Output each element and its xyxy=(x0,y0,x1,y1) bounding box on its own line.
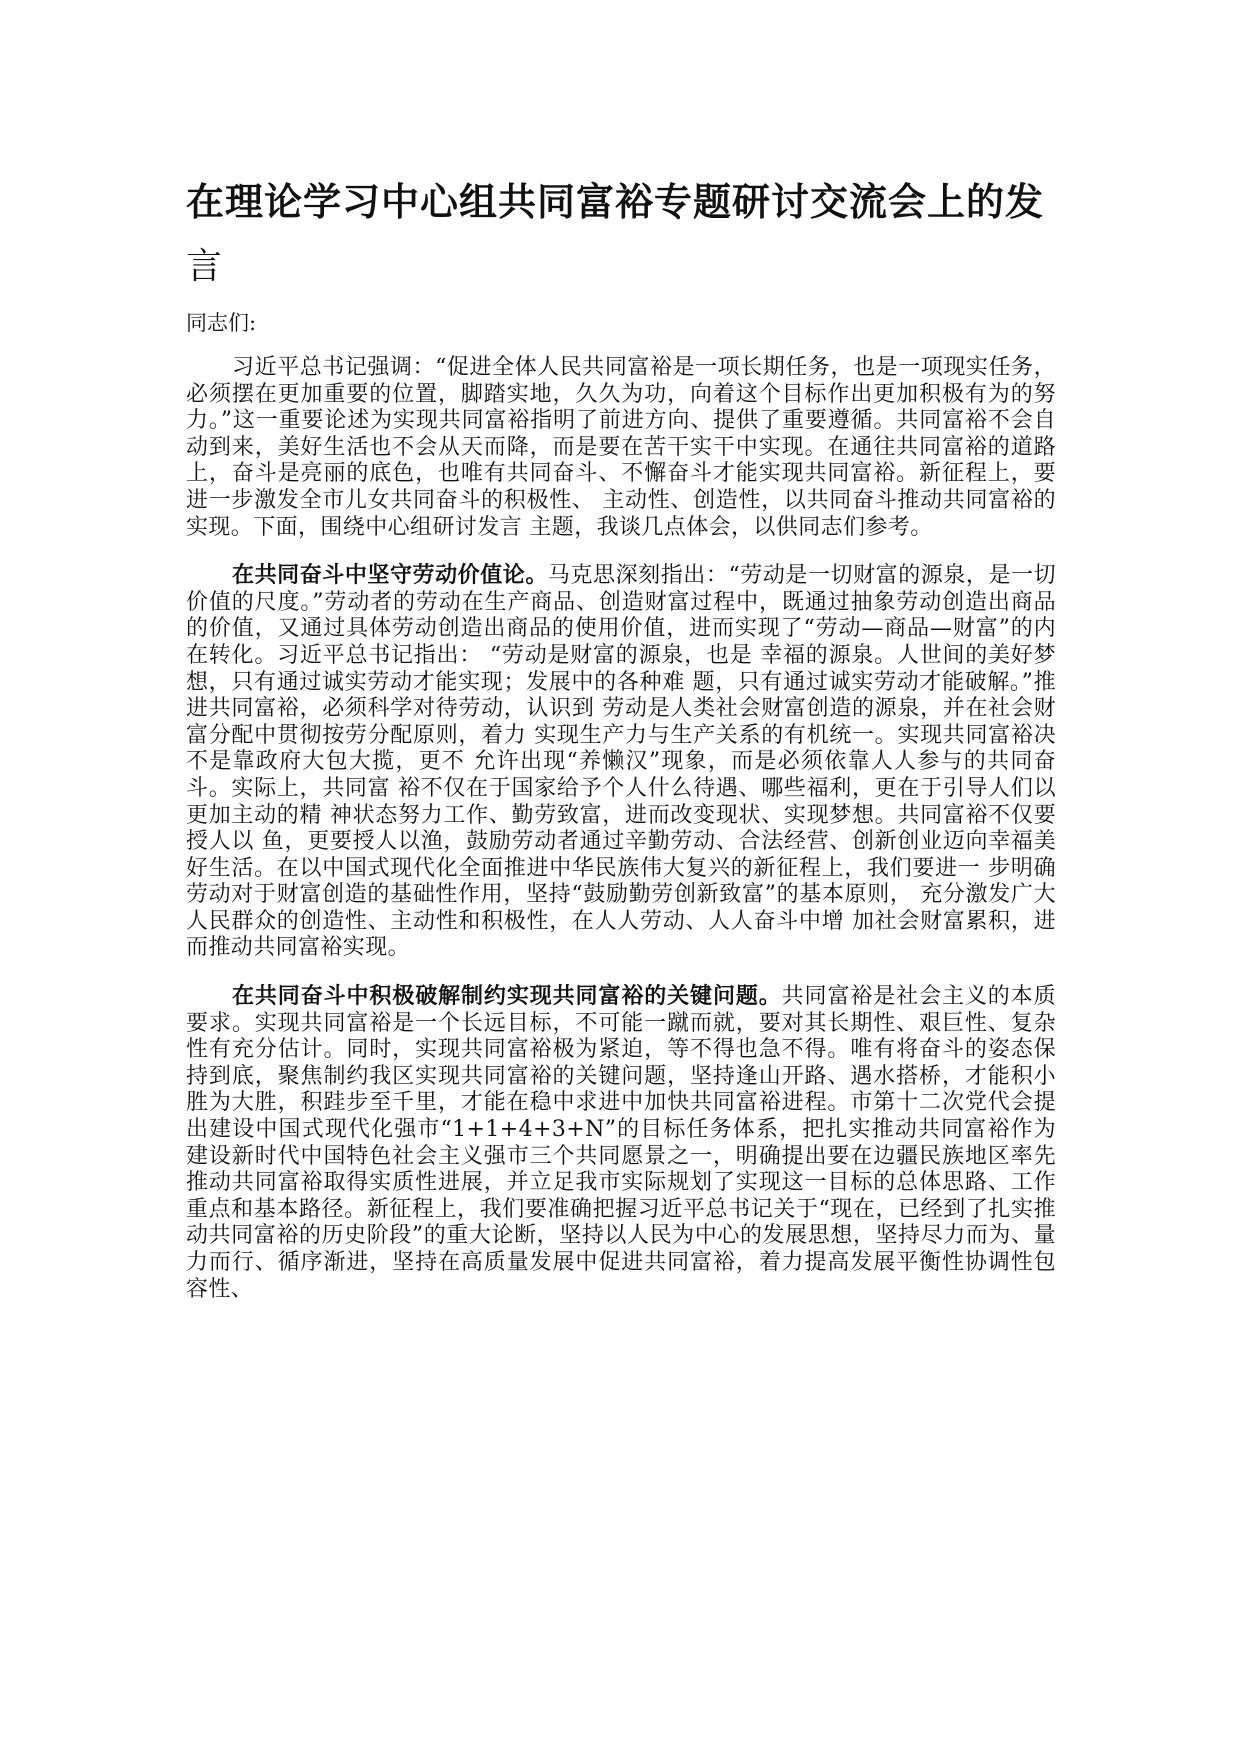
document-title: 在理论学习中心组共同富裕专题研讨交流会上的发 xyxy=(186,180,1045,224)
paragraph-text: 习近平总书记强调：“促进全体人民共同富裕是一项长期任务，也是一项现实任务，必须摆在更加重要的位置，脚踏实地，久久为功，向着这个目标作出更加积极有为的努力。”这一重要论述为实现共同富裕指明了前进方向、提供了重要遵循。共同富裕不会自动到来，美好生活也不会从天而降，而是要在苦干实干中实现。在通往共同富裕的道路上，奋斗是亮丽的底色，也唯有共同奋斗、不懈奋斗才能实现共同富裕。新征程上，要进一步激发全市儿女共同奋斗的积极性、 主动性、创造性，以共同奋斗推动共同富裕的实现。下面，围绕中心组研讨发言 主题，我谈几点体会，以供同志们参考。 xyxy=(186,355,1056,540)
paragraph-heading: 在共同奋斗中积极破解制约实现共同富裕的关键问题。 xyxy=(232,984,782,1010)
paragraph-text: 马克思深刻指出：“劳动是一切财富的源泉，是一切价值的尺度。”劳动者的劳动在生产商品、创造财富过程中，既通过抽象劳动创造出商品的价值，又通过具体劳动创造出商品的使用价值，进而实现了“劳动—商品—财富”的内在转化。习近平总书记指出： “劳动是财富的源泉，也是 幸福的源泉。人世间的美好梦想，只有通过诚实劳动才能实现；发展中的各种难 题，只有通过诚实劳动才能破解。”推进共同富裕，必须科学对待劳动，认识到 劳动是人类社会财富创造的源泉，并在社会财富分配中贯彻按劳分配原则，着力 实现生产力与生产关系的有机统一。实现共同富裕决不是靠政府大包大揽，更不 允许出现“养懒汉”现象，而是必须依靠人人参与的共同奋斗。实际上，共同富 裕不仅在于国家给予个人什么待遇、哪些福利，更在于引导人们以更加主动的精 神状态努力工作、勤劳致富，进而改变现状、实现梦想。共同富裕不仅要授人以 鱼，更要授人以渔，鼓励劳动者通过辛勤劳动、合法经营、创新创业迈向幸福美 好生活。在以中国式现代化全面推进中华民族伟大复兴的新征程上，我们要进一 步明确劳动对于财富创造的基础性作用，坚持“鼓励勤劳创新致富”的基本原则， 充分激发广大人民群众的创造性、主动性和积极性，在人人劳动、人人奋斗中增 加社会财富累积，进而推动共同富裕实现。 xyxy=(186,563,1056,961)
document-title-continuation: 言 xyxy=(186,246,223,287)
paragraph-intro xyxy=(186,355,1056,541)
document-body xyxy=(186,178,1056,1303)
paragraph-heading: 在共同奋斗中坚守劳动价值论。 xyxy=(232,563,548,589)
salutation: 同志们: xyxy=(186,311,257,335)
paragraph-text: 共同富裕是社会主义的本质要求。实现共同富裕是一个长远目标，不可能一蹴而就，要对其长期性、艰巨性、复杂性有充分估计。同时，实现共同富裕极为紧迫，等不得也急不得。唯有将奋斗的姿态保持到底，聚焦制约我区实现共同富裕的关键问题，坚持逢山开路、遇水搭桥，才能积小胜为大胜，积跬步至千里，才能在稳中求进中加快共同富裕进程。市第十二次党代会提出建设中国式现代化强市“1+1+4+3+N”的目标任务体系，把扎实推动共同富裕作为建设新时代中国特色社会主义强市三个共同愿景之一，明确提出要在边疆民族地区率先推动共同富裕取得实质性进展，并立足我市实际规划了实现这一目标的总体思路、工作重点和基本路径。新征程上，我们要准确把握习近平总书记关于“现在，已经到了扎实推动共同富裕的历史阶段”的重大论断，坚持以人民为中心的发展思想，坚持尽力而为、量力而行、循序渐进，坚持在高质量发展中促进共同富裕，着力提高发展平衡性协调性包容性、 xyxy=(186,984,1056,1302)
paragraph-labor-value xyxy=(186,563,1056,962)
paragraph-key-problems xyxy=(186,984,1056,1303)
